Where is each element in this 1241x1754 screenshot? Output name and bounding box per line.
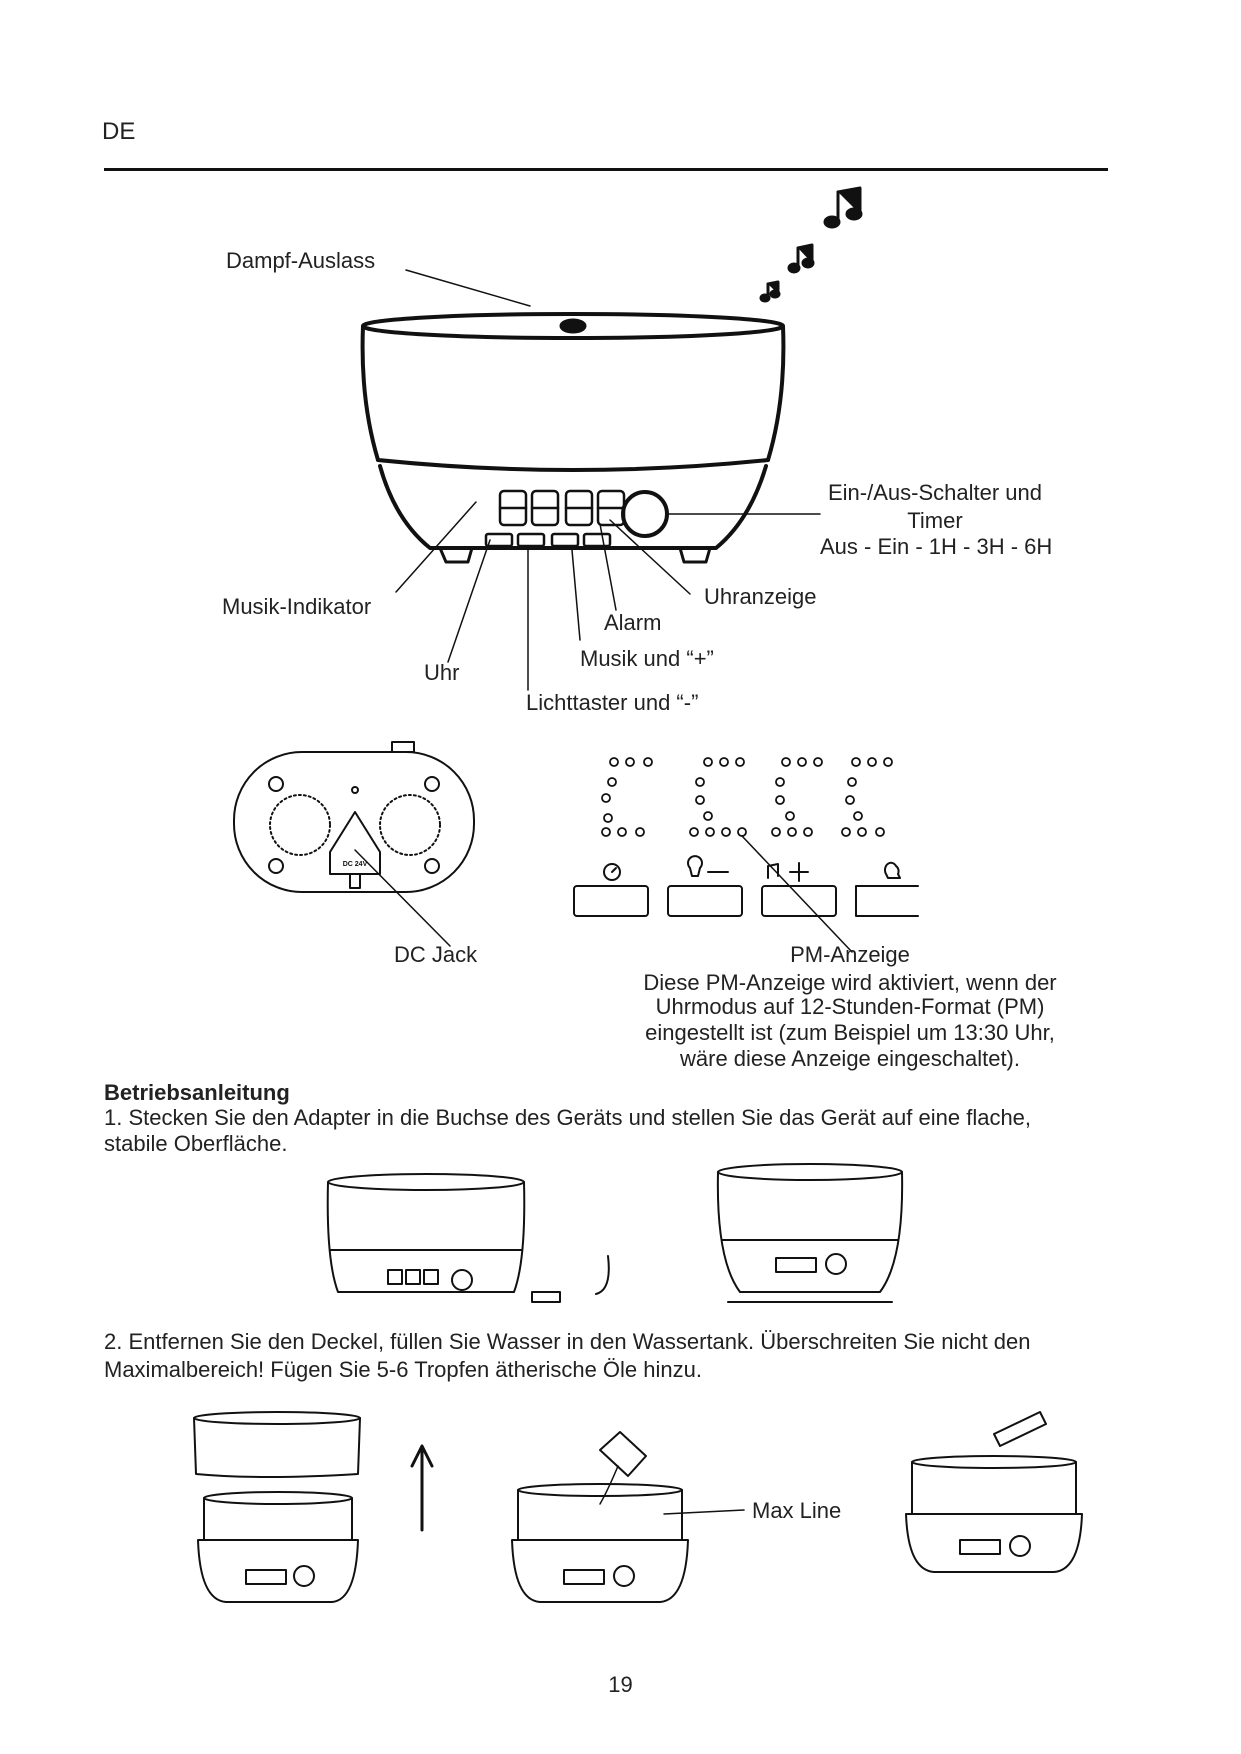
label-max-line: Max Line [752,1498,842,1523]
label-dampf-auslass: Dampf-Auslass [226,248,376,273]
step2-text-line1: 2. Entfernen Sie den Deckel, füllen Sie Wasser in den Wassertank. Überschreiten Sie nicht den [104,1329,1031,1354]
step1-illustration-right [718,1164,902,1302]
step1-text-line1: 1. Stecken Sie den Adapter in die Buchse des Geräts und stellen Sie das Gerät auf eine flache, [104,1105,1032,1130]
back-view-illustration [234,742,474,946]
label-musik-plus: Musik und “+” [580,646,714,671]
label-switch-line3: Aus - Ein - 1H - 3H - 6H [820,534,1053,559]
label-uhranzeige: Uhranzeige [704,584,817,609]
section-heading: Betriebsanleitung [104,1080,290,1105]
label-pm-anzeige: PM-Anzeige [790,942,910,967]
label-dc-jack: DC Jack [394,942,478,967]
language-code: DE [102,118,136,145]
music-note-icon [768,864,778,878]
button-row-icon [486,534,610,546]
label-switch-line2: Timer [907,508,963,533]
step1-text-line2: stabile Oberfläche. [104,1131,288,1156]
pm-desc-line: Uhrmodus auf 12-Stunden-Format (PM) [655,994,1045,1019]
display-detail-illustration [574,758,918,952]
step2-illustration-right [906,1412,1082,1572]
step2-text-line2: Maximalbereich! Fügen Sie 5-6 Tropfen ätherische Öle hinzu. [104,1357,702,1382]
pm-desc-line: eingestellt ist (zum Beispiel um 13:30 Uhr, [645,1020,1055,1045]
dc-24v-label: DC 24V [342,861,368,868]
bulb-icon [688,856,702,876]
label-switch-line1: Ein-/Aus-Schalter und [828,480,1042,505]
step2-illustration-left [194,1412,432,1602]
label-uhr: Uhr [424,660,460,685]
pm-desc-line: Diese PM-Anzeige wird aktiviert, wenn der [643,970,1057,995]
label-lichttaster: Lichttaster und “-” [526,690,699,715]
music-notes-icon [761,188,861,301]
pm-desc-line: wäre diese Anzeige eingeschaltet). [680,1046,1020,1071]
step2-illustration-middle [512,1432,744,1602]
step1-illustration-left [328,1174,609,1302]
page-number: 19 [608,1672,633,1697]
label-musik-indikator: Musik-Indikator [222,594,372,619]
bell-icon [885,863,900,878]
dotted-digits [602,758,892,836]
label-alarm: Alarm [604,610,662,635]
digit-display-icon [500,491,624,525]
knob-icon [623,492,667,536]
